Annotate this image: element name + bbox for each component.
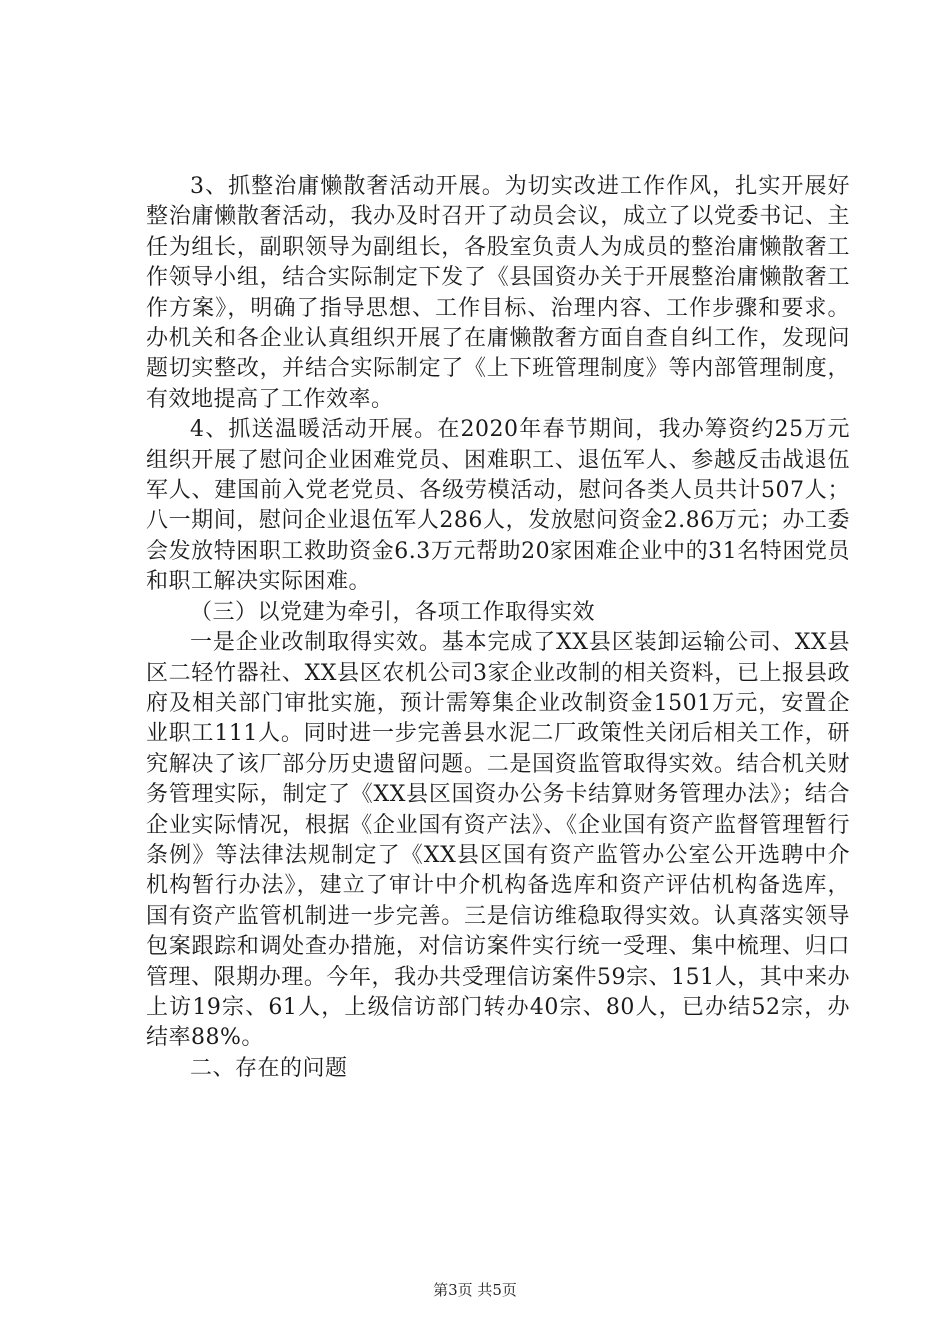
- page-footer: 第3页 共5页: [433, 1281, 517, 1299]
- paragraph-warmth-activities-prev: 3、抓整治庸懒散奢活动开展。为切实改进工作作风，扎实开展好整治庸懒散奢活动，我办及时召开了动员会议，成立了以党委书记、主任为组长，副职领导为副组长，各股室负责人为成员的整治庸懒散奢工作领导小组，结合实际制定下发了《县国资办关于开展整治庸懒散奢工作方案》，明确了指导思想、工作目标、治理内容、工作步骤和要求。办机关和各企业认真组织开展了在庸懒散奢方面自查自纠工作，发现问题切实整改，并结合实际制定了《上下班管理制度》等内部管理制度，有效地提高了工作效率。: [146, 174, 850, 412]
- section-heading-party-building: （三）以党建为牵引，各项工作取得实效: [190, 599, 596, 625]
- paragraph-work-results: 一是企业改制取得实效。基本完成了XX县区装卸运输公司、XX县区二轻竹器社、XX县区农机公司3家企业改制的相关资料，已上报县政府及相关部门审批实施，预计需筹集企业改制资金1501万元，安置企业职工111人。同时进一步完善县水泥二厂政策性关闭后相关工作，研究解决了该厂部分历史遗留问题。二是国资监管取得实效。结合机关财务管理实际，制定了《XX县区国资办公务卡结算财务管理办法》；结合企业实际情况，根据《企业国有资产法》、《企业国有资产监督管理暂行条例》等法律法规制定了《XX县区国有资产监管办公室公开选聘中介机构暂行办法》，建立了审计中介机构备选库和资产评估机构备选库，国有资产监管机制进一步完善。三是信访维稳取得实效。认真落实领导包案跟踪和调处查办措施，对信访案件实行统一受理、集中梳理、归口管理、限期办理。今年，我办共受理信访案件59宗、151人，其中来办上访19宗、61人，上级信访部门转办40宗、80人，已办结52宗，办结率88%。: [146, 630, 850, 1051]
- paragraph-warmth-activities: 4、抓送温暖活动开展。在2020年春节期间，我办筹资约25万元组织开展了慰问企业困难党员、困难职工、退伍军人、参越反击战退伍军人、建国前入党老党员、各级劳模活动，慰问各类人员共计507人；八一期间，慰问企业退伍军人286人，发放慰问资金2.86万元；办工委会发放特困职工救助资金6.3万元帮助20家困难企业中的31名特困党员和职工解决实际困难。: [146, 417, 850, 595]
- section-heading-problems: 二、存在的问题: [190, 1055, 348, 1081]
- document-body: [146, 172, 850, 1084]
